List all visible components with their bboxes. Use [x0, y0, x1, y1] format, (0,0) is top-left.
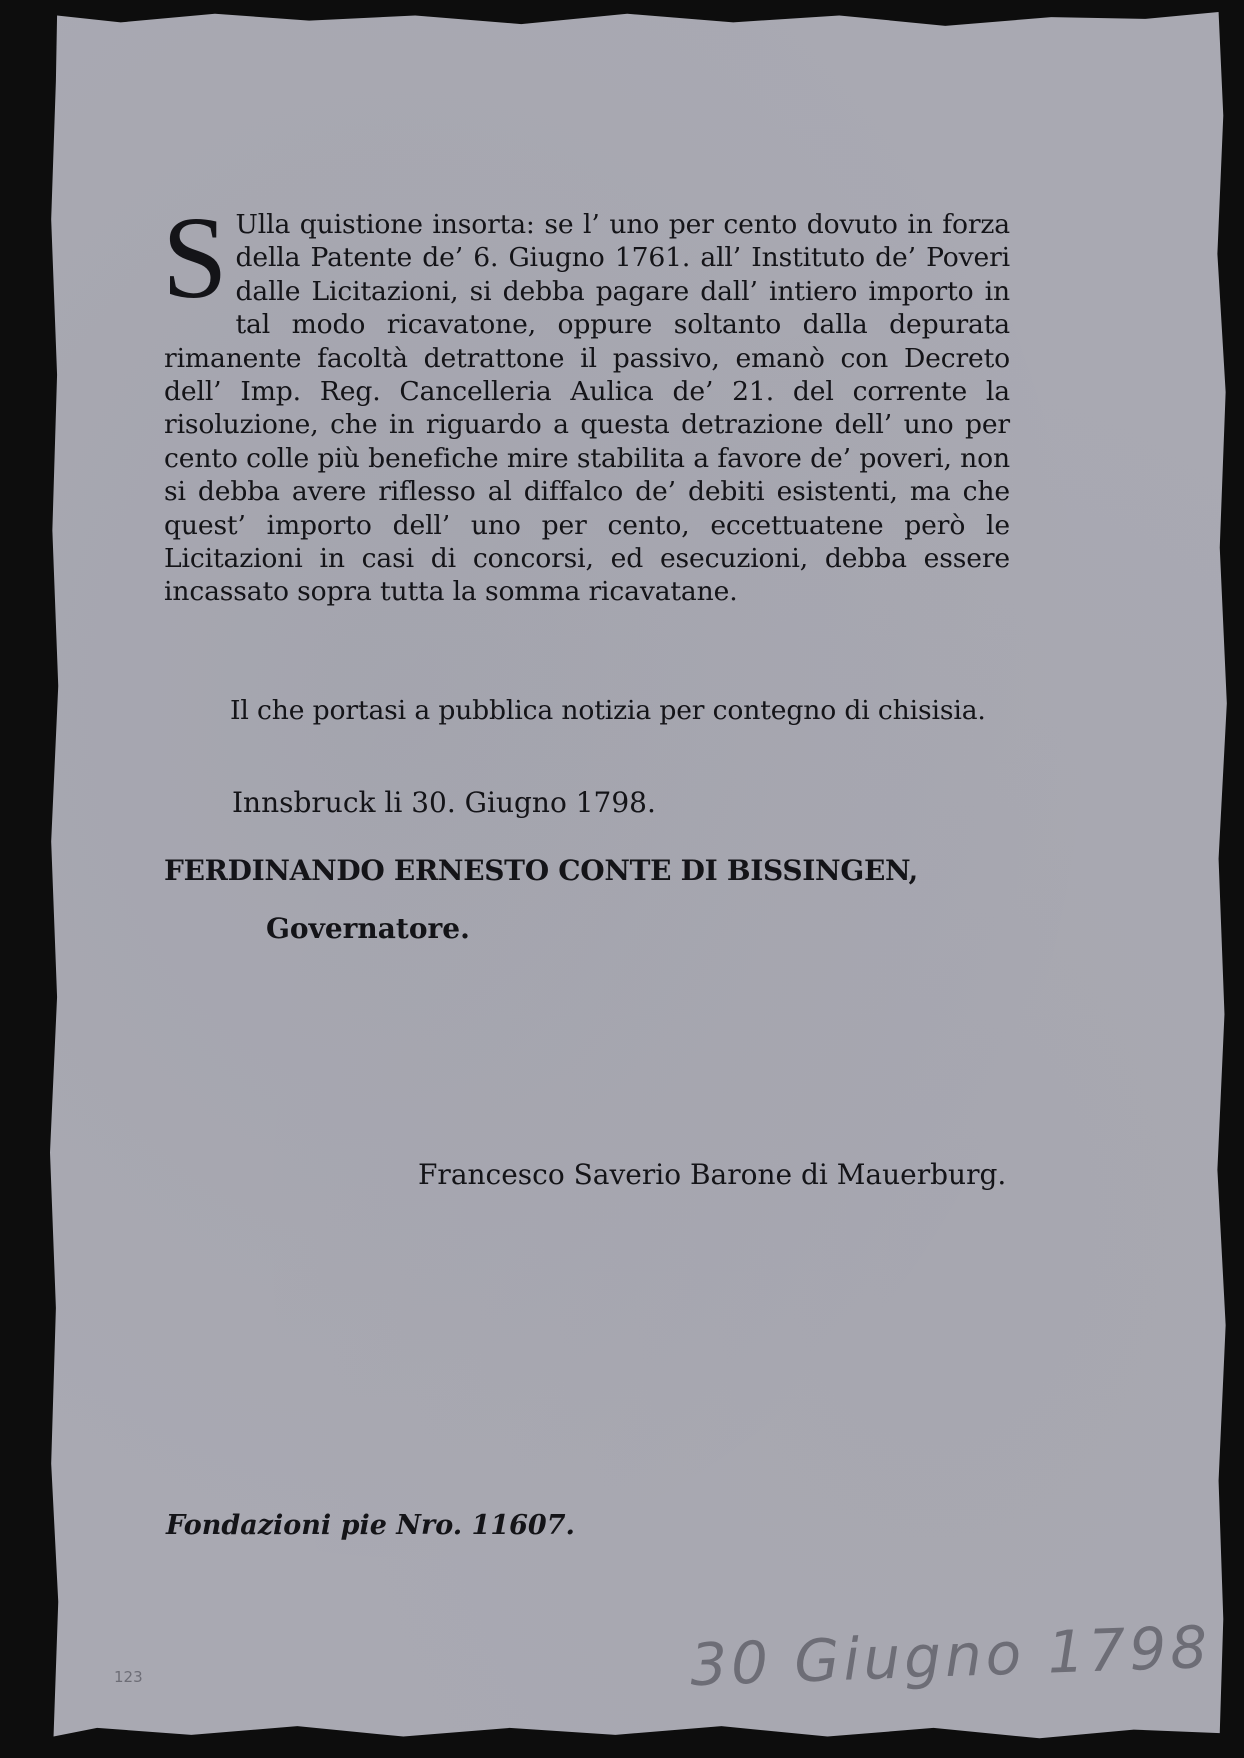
decree-body-text: Ulla quistione insorta: se l’ uno per cento dovuto in forza della Patente de’ 6. Giugno 1761. all’ Instituto de’ Poveri dalle Licitazioni, si debba pagare dall’ intiero importo in tal modo ricavatone, oppure soltanto dalla depurata rimanente facoltà detrattone il passivo, emanò con Decreto dell’ Imp. Reg. Cancelleria Aulica de’ 21. del corrente la risoluzione, che in riguardo a questa detrazione dell’ uno per cento colle più benefiche mire stabilita a favore de’ poveri, non si debba avere riflesso al diffalco de’ debiti esistenti, ma che quest’ importo dell’ uno per cento, eccettuatene però le Licitazioni in casi di concorsi, ed esecuzioni, debba essere incassato sopra tutta la somma ricavatane.: [164, 209, 1010, 608]
signer-name: FERDINANDO ERNESTO CONTE DI BISSINGEN,: [164, 854, 918, 887]
place-and-date: Innsbruck li 30. Giugno 1798.: [232, 786, 656, 819]
drop-cap-letter: S: [162, 192, 228, 323]
countersignature: Francesco Saverio Barone di Mauerburg.: [418, 1158, 1007, 1191]
signer-title: Governatore.: [266, 912, 470, 945]
handwritten-date-annotation: 30 Giugno 1798: [688, 1612, 1213, 1700]
footer-reference: Fondazioni pie Nro. 11607.: [166, 1510, 575, 1541]
closing-paragraph: Il che portasi a pubblica notizia per contegno di chisisia.: [230, 695, 986, 726]
decree-body-paragraph: [162, 192, 1010, 609]
pencil-page-number: 123: [114, 1668, 143, 1686]
